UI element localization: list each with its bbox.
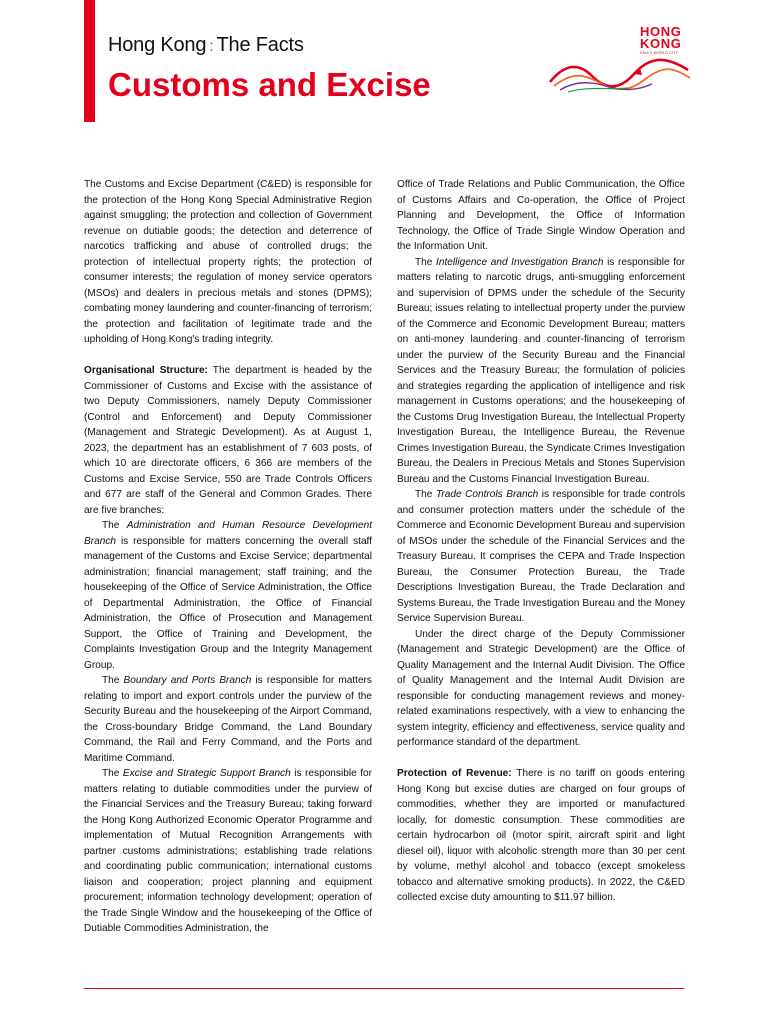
intelligence-branch-text: is responsible for matters relating to narcotic drugs, anti-smuggling enforcement and supervision of DPMS under the schedule of the Security Bureau; issues relating to intellectual property under the purview of the Commerce and Economic Development Bureau; matters on anti-money laundering and counter-financing of terrorism under the purview of the Security Bureau and the Financial Services and the Treasury Bureau; the formulation of policies and strategies regarding the application of intelligence and risk management in Customs operations; and the housekeeping of the Customs Drug Investigation Bureau, the Intellectual Property Investigation Bureau, the Intelligence Bureau, the Revenue Crimes Investigation Bureau, the Syndicate Crimes Investigation Bureau, the Dealers in Precious Metals and Stones Supervision Bureau and the Customs Financial Investigation Bureau.	[397, 256, 685, 485]
excise-branch-continued: Office of Trade Relations and Public Communication, the Office of Customs Affairs and Co-operation, the Office of Project Planning and Development, the Office of Information Technology, the Office of Trade Single Window Operation and the Information Unit.	[397, 179, 685, 252]
trade-controls-lead: The	[415, 489, 433, 500]
trade-controls-text: is responsible for trade controls and consumer protection matters under the schedule of the Commerce and Economic Development Bureau and supervision of MSOs under the schedule of the Financial Services and the Treasury Bureau. It comprises the CEPA and Trade Inspection Bureau, the Consumer Protection Bureau, the Trade Descriptions Investigation Bureau, the Trade Declaration and Systems Bureau, the Trade Investigation Bureau and the Money Service Supervision Bureau.	[397, 489, 685, 624]
excise-branch-lead: The	[102, 768, 120, 779]
trade-controls-name: Trade Controls Branch	[435, 489, 539, 500]
trade-controls-paragraph	[397, 487, 685, 627]
admin-branch-lead: The	[102, 520, 120, 531]
dragon-ribbon-icon	[548, 52, 694, 96]
revenue-paragraph	[397, 766, 685, 906]
footer-divider	[84, 988, 684, 989]
excise-branch-name: Excise and Strategic Support Branch	[122, 768, 291, 779]
logo-line2: KONG	[640, 36, 682, 51]
series-title	[108, 34, 304, 57]
excise-branch-paragraph	[84, 766, 372, 937]
right-column	[397, 177, 685, 906]
page-title: Customs and Excise	[108, 66, 431, 103]
admin-branch-text: is responsible for matters concerning the overall staff management of the Customs and Excise Service; departmental administration; financial management; staff training; and the housekeeping of the Office of Service Administration, the Office of Departmental Administration, the Office of Financial Administration, the Office of Prosecution and Management Support, the Office of Training and Development, the Complaints Investigation Group and the Integrity Management Group.	[84, 535, 372, 671]
series-title-separator: :	[209, 38, 214, 55]
org-structure-paragraph	[84, 363, 372, 518]
boundary-branch-name: Boundary and Ports Branch	[123, 675, 252, 686]
logo-tagline: ASIA'S WORLD CITY	[640, 51, 679, 55]
excise-branch-text: is responsible for matters relating to dutiable commodities under the purview of the Financial Services and the Treasury Bureau; taking forward the Hong Kong Authorized Economic Operator Programme and implementation of Mutual Recognition Arrangements with partner customs administrations; establishing trade relations and coordinating public communication; international customs liaison and cooperation; project planning and equipment procurement; information technology development; operation of the Trade Single Window and the housekeeping of the Office of Dutiable Commodities Administration, the	[84, 768, 372, 934]
intelligence-branch-paragraph	[397, 255, 685, 488]
org-structure-text: The department is headed by the Commissioner of Customs and Excise with the assistance of two Deputy Commissioners, namely Deputy Commissioner (Control and Enforcement) and Deputy Commissioner (Management and Strategic Development). As at August 1, 2023, the department has an establishment of 7 603 posts, of which 10 are directorate officers, 6 366 are members of the Customs and Excise Service, 550 are Trade Controls Officers and 677 are staff of the General and Common Grades. There are five branches:	[84, 365, 373, 516]
logo-line1: HONG	[640, 24, 682, 39]
direct-charge-paragraph: Under the direct charge of the Deputy Commissioner (Management and Strategic Development) are the Office of Quality Management and the Internal Audit Division. The Office of Quality Management and the Internal Audit Division are responsible for conducting management reviews and money-related examinations respectively, with a view to enhancing the system integrity, efficiency and effectiveness, service quality and performance standard of the department.	[397, 628, 685, 748]
brand-hong-kong-logo	[548, 24, 694, 96]
intelligence-branch-name: Intelligence and Investigation Branch	[436, 256, 604, 268]
admin-branch-name: Administration and Human Resource Development Branch	[84, 520, 372, 547]
intelligence-branch-lead: The	[415, 256, 433, 268]
header-accent-bar	[84, 0, 95, 122]
series-title-part2: The Facts	[216, 34, 304, 56]
revenue-heading: Protection of Revenue:	[397, 768, 512, 779]
intro-paragraph: The Customs and Excise Department (C&ED) is responsible for the protection of the Hong Kong Special Administrative Region against smuggling; the protection and collection of Government revenue on dutiable goods; the detection and deterrence of narcotics trafficking and abuse of controlled drugs; the protection of intellectual property rights; the protection of consumer interests; the regulation of money service operators (MSOs) and dealers in precious metals and stones (DPMS); combating money laundering and counter-financing of terrorism; the protection and facilitation of legitimate trade and the upholding of Hong Kong's trading integrity.	[84, 179, 372, 345]
series-title-part1: Hong Kong	[108, 34, 207, 56]
boundary-branch-paragraph	[84, 673, 372, 766]
boundary-branch-text: is responsible for matters relating to import and export controls under the purview of the Security Bureau and the housekeeping of the Airport Command, the Cross-boundary Bridge Command, the Land Boundary Command, the Rail and Ferry Command, and the Ports and Maritime Command.	[84, 675, 372, 764]
left-column	[84, 177, 372, 937]
boundary-branch-lead: The	[102, 675, 120, 686]
org-structure-heading: Organisational Structure:	[84, 365, 208, 376]
admin-branch-paragraph	[84, 518, 372, 673]
revenue-text: There is no tariff on goods entering Hong Kong but excise duties are charged on four groups of commodities, whether they are imported or manufactured locally, for domestic consumption. These commodities are certain hydrocarbon oil (motor spirit, aircraft spirit and light diesel oil), liquor with alcoholic strength more than 30 per cent by volume, methyl alcohol and tobacco (except smokeless tobacco and alternative smoking products). In 2022, the C&ED collected excise duty amounting to $11.97 billion.	[397, 768, 686, 903]
